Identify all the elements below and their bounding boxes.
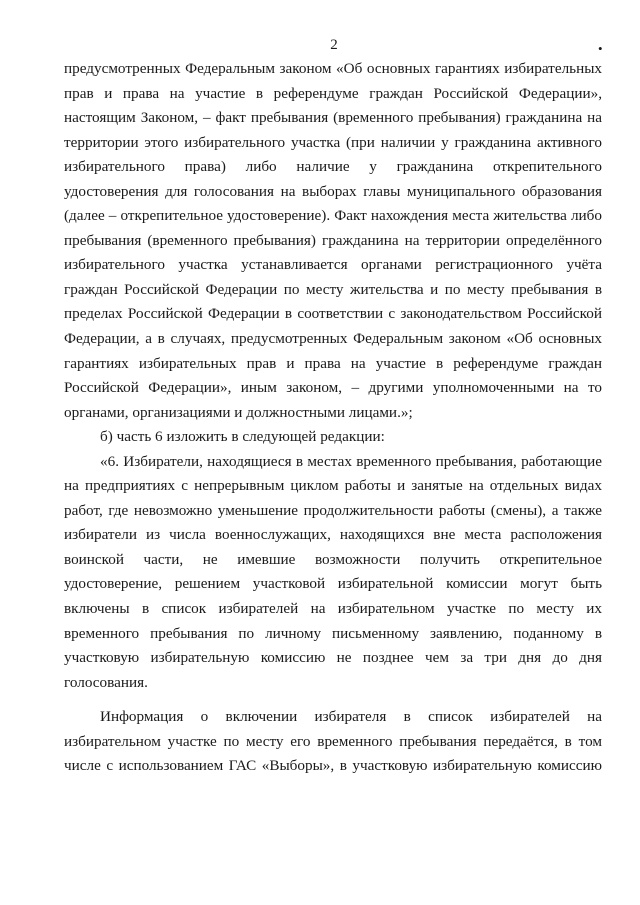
text-line: избирательном участке по месту его временного пребывания передаётся, в том [64, 732, 602, 750]
text-line: избиратели из числа военнослужащих, находящихся вне места расположения [64, 526, 602, 544]
text-line: предусмотренных Федеральным законом «Об основных гарантиях избирательных [64, 60, 602, 77]
text-line: пределах Российской Федерации в соответствии с законодательством Российской [64, 305, 602, 323]
text-line: Информация о включении избирателя в список избирателей на [100, 708, 602, 726]
text-line: Российской Федерации», иным законом, – другими уполномоченными на то [64, 379, 602, 397]
text-line: граждан Российской Федерации по месту жительства и по месту пребывания в [64, 280, 602, 298]
text-line: территории этого избирательного участка (при наличии у гражданина активного [64, 133, 602, 151]
text-line: органами, организациями и должностными лицами.»; [64, 403, 413, 421]
text-line: на предприятиях с непрерывным циклом работы и занятые на отдельных видах [64, 477, 602, 495]
text-line: числе с использованием ГАС «Выборы», в участковую избирательную комиссию [64, 757, 602, 775]
text-line: воинской части, не имевшие возможности получить открепительное [64, 550, 602, 568]
corner-mark: • [598, 41, 603, 56]
text-line: удостоверения для голосования на выборах главы муниципального образования [64, 182, 602, 200]
paragraph [64, 57, 602, 425]
text-line: временного пребывания по личному письменному заявлению, поданному в [64, 624, 602, 642]
text-line: работ, где невозможно уменьшение продолжительности работы (смены), а также [64, 501, 602, 519]
text-line: участковую избирательную комиссию не позднее чем за три дня до дня [64, 649, 602, 667]
text-line: Федерации, а в случаях, предусмотренных Федеральным законом «Об основных [64, 330, 602, 348]
text-line: избирательного права) либо наличие у гражданина открепительного [64, 158, 602, 176]
text-line: настоящим Законом, – факт пребывания (временного пребывания) гражданина на [64, 109, 602, 127]
paragraph [64, 450, 602, 695]
text-line: включены в список избирателей на избирательном участке по месту их [64, 600, 602, 618]
text-line: гарантиях избирательных прав и права на участие в референдуме граждан [64, 354, 602, 372]
paragraph [64, 425, 602, 450]
text-line: прав и права на участие в референдуме граждан Российской Федерации», [64, 84, 602, 102]
text-line: голосования. [64, 673, 148, 691]
paragraph-gap [64, 695, 602, 705]
text-line: удостоверение, решением участковой избирательной комиссии могут быть [64, 575, 602, 593]
text-line: избирательного участка устанавливается органами регистрационного учёта [64, 256, 602, 274]
text-line: б) часть 6 изложить в следующей редакции: [100, 428, 385, 446]
text-line: (далее – открепительное удостоверение). Факт нахождения места жительства либо [64, 207, 602, 225]
page-number: 2 [330, 37, 338, 53]
paragraph [64, 705, 602, 779]
text-line: пребывания (временного пребывания) гражданина на территории определённого [64, 231, 602, 249]
document-body [64, 57, 602, 779]
text-line: «6. Избиратели, находящиеся в местах временного пребывания, работающие [100, 452, 602, 470]
